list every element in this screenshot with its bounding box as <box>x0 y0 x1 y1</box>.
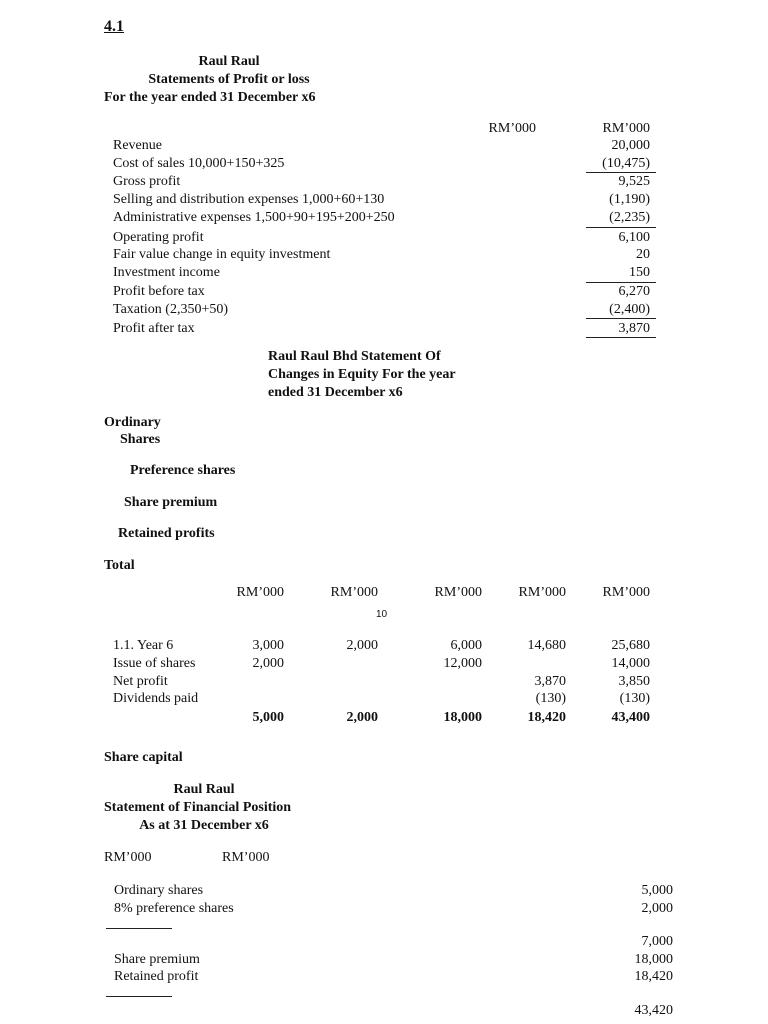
sofp-preference-value: 2,000 <box>641 901 673 916</box>
pl-company: Raul Raul <box>198 54 260 69</box>
pl-row-label: Fair value change in equity investment <box>113 247 331 262</box>
soce-title-line1: Raul Raul Bhd Statement Of <box>268 349 441 364</box>
soce-heading-preference: Preference shares <box>130 463 236 478</box>
pl-row-value: (2,235) <box>609 210 650 225</box>
soce-cell: (130) <box>619 691 650 706</box>
soce-heading-premium: Share premium <box>124 495 218 510</box>
soce-total: 18,420 <box>527 710 566 725</box>
soce-col-header: RM’000 <box>236 585 284 600</box>
sofp-premium-label: Share premium <box>114 952 200 967</box>
section-number: 4.1 <box>104 18 124 35</box>
pl-row-label: Profit after tax <box>113 321 195 336</box>
pl-row-value: (1,190) <box>609 192 650 207</box>
soce-cell: 2,000 <box>346 638 378 653</box>
sofp-retained-label: Retained profit <box>114 969 199 984</box>
pl-row-value: 9,525 <box>618 174 650 189</box>
pl-row-value: (2,400) <box>609 302 650 317</box>
pl-row-value: 3,870 <box>618 321 650 336</box>
soce-page-marker: 10 <box>376 609 388 620</box>
sofp-retained-value: 18,420 <box>634 969 673 984</box>
soce-col-header: RM’000 <box>434 585 482 600</box>
soce-total: 18,000 <box>443 710 482 725</box>
pl-underline-operating <box>586 227 656 228</box>
soce-heading-retained: Retained profits <box>118 526 215 541</box>
soce-heading-ordinary: Ordinary <box>104 415 161 430</box>
soce-total: 2,000 <box>346 710 378 725</box>
soce-cell: 2,000 <box>252 656 284 671</box>
soce-heading-ordinary-shares: Shares <box>120 432 161 447</box>
soce-row-label: Issue of shares <box>113 656 196 671</box>
sofp-col1-header: RM’000 <box>104 850 152 865</box>
sofp-company: Raul Raul <box>173 782 235 797</box>
pl-title: Statements of Profit or loss <box>148 72 310 87</box>
soce-cell: 14,680 <box>527 638 566 653</box>
soce-total: 43,400 <box>611 710 650 725</box>
sofp-ordinary-label: Ordinary shares <box>114 883 204 898</box>
soce-col-header: RM’000 <box>330 585 378 600</box>
sofp-col2-header: RM’000 <box>222 850 270 865</box>
soce-row-label: Dividends paid <box>113 691 199 706</box>
sofp-ordinary-value: 5,000 <box>641 883 673 898</box>
sofp-preference-label: 8% preference shares <box>114 901 234 916</box>
soce-title-line2: Changes in Equity For the year <box>268 367 456 382</box>
pl-row-label: Profit before tax <box>113 284 205 299</box>
pl-row-label: Investment income <box>113 265 220 280</box>
pl-row-value: 6,270 <box>618 284 650 299</box>
pl-row-label: Selling and distribution expenses 1,000+60+130 <box>113 192 385 207</box>
soce-cell: 25,680 <box>611 638 650 653</box>
pl-col1-header: RM’000 <box>488 121 536 136</box>
soce-total: 5,000 <box>252 710 284 725</box>
soce-cell: 3,870 <box>534 674 566 689</box>
soce-cell: 3,850 <box>618 674 650 689</box>
pl-row-label: Revenue <box>113 138 162 153</box>
soce-cell: (130) <box>535 691 566 706</box>
pl-row-label: Taxation (2,350+50) <box>113 302 229 317</box>
sofp-divider-1 <box>106 928 172 929</box>
soce-title-line3: ended 31 December x6 <box>268 385 403 400</box>
pl-row-label: Administrative expenses 1,500+90+195+200+250 <box>113 210 395 225</box>
soce-cell: 12,000 <box>443 656 482 671</box>
soce-row-label: Net profit <box>113 674 168 689</box>
pl-row-label: Operating profit <box>113 230 204 245</box>
pl-period: For the year ended 31 December x6 <box>104 90 316 105</box>
pl-row-value: (10,475) <box>602 156 650 171</box>
soce-row-label: 1.1. Year 6 <box>113 638 174 653</box>
soce-col-header: RM’000 <box>518 585 566 600</box>
pl-underline-pat-bottom <box>586 337 656 338</box>
soce-cell: 14,000 <box>611 656 650 671</box>
pl-row-value: 150 <box>629 265 650 280</box>
pl-underline-pat-top <box>586 318 656 319</box>
soce-cell: 3,000 <box>252 638 284 653</box>
sofp-subtotal: 7,000 <box>641 934 673 949</box>
pl-row-value: 20,000 <box>611 138 650 153</box>
sofp-total: 43,420 <box>634 1003 673 1018</box>
pl-row-label: Cost of sales 10,000+150+325 <box>113 156 285 171</box>
pl-row-label: Gross profit <box>113 174 181 189</box>
share-capital-heading: Share capital <box>104 750 183 765</box>
sofp-premium-value: 18,000 <box>634 952 673 967</box>
pl-row-value: 6,100 <box>618 230 650 245</box>
soce-col-header: RM’000 <box>602 585 650 600</box>
pl-row-value: 20 <box>636 247 650 262</box>
pl-col2-header: RM’000 <box>602 121 650 136</box>
sofp-date: As at 31 December x6 <box>139 818 269 833</box>
soce-heading-total: Total <box>104 558 135 573</box>
soce-cell: 6,000 <box>450 638 482 653</box>
sofp-title: Statement of Financial Position <box>104 800 292 815</box>
sofp-divider-2 <box>106 996 172 997</box>
